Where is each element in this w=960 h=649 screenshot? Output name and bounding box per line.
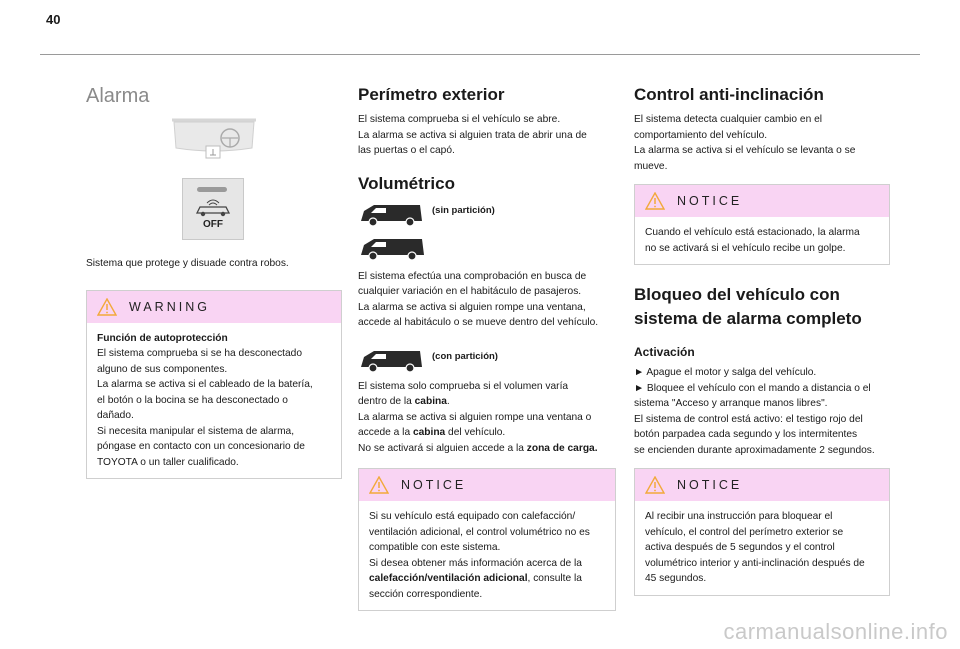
notice-triangle-icon	[645, 476, 665, 494]
warning-heading: Función de autoprotección	[97, 332, 228, 344]
heading-activacion: Activación	[634, 345, 695, 359]
van-long-icon	[358, 235, 426, 261]
warning-box	[86, 290, 342, 480]
header-rule	[40, 54, 920, 55]
notice-line: sección correspondiente.	[369, 588, 483, 600]
notice-triangle-icon	[645, 192, 665, 210]
notice-header	[635, 469, 889, 501]
van-icon	[358, 201, 426, 227]
notice-body	[635, 501, 889, 595]
activacion-line: ► Apague el motor y salga del vehículo.	[634, 367, 817, 378]
notice-line: vehículo, el control del perímetro exterior se	[645, 526, 844, 538]
alarm-off-button-illustration	[182, 178, 244, 240]
notice-triangle-icon	[369, 476, 389, 494]
warning-line: el botón o la bocina se ha desconectado o	[97, 394, 288, 406]
con-line: El sistema solo comprueba si el volumen varía	[358, 380, 569, 392]
anti-line: El sistema detecta cualquier cambio en el	[634, 114, 823, 125]
notice-label: NOTICE	[677, 478, 743, 492]
notice-line: volumétrico interior y anti-inclinación después de	[645, 557, 865, 569]
anti-line: comportamiento del vehículo.	[634, 129, 768, 141]
warning-line: La alarma se activa si el cableado de la batería,	[97, 379, 313, 390]
page-number: 40	[46, 12, 61, 27]
perimetro-line: las puertas o el capó.	[358, 145, 455, 156]
warning-triangle-icon	[97, 298, 117, 316]
warning-line: dañado.	[97, 410, 134, 421]
volumetrico-line: accede al habitáculo o se mueve dentro del vehículo.	[358, 317, 599, 328]
notice-body	[359, 501, 615, 610]
activacion-line: sistema "Acceso y arranque manos libres".	[634, 398, 828, 409]
perimetro-line: La alarma se activa si alguien trata de abrir una de	[358, 129, 587, 141]
heading-bloqueo: Bloqueo del vehículo con sistema de alarma completo	[634, 285, 862, 328]
volumetrico-line: La alarma se activa si alguien rompe una ventana,	[358, 301, 586, 313]
label-sin-particion: (sin partición)	[432, 204, 495, 216]
warning-line: alguno de sus componentes.	[97, 363, 228, 375]
notice-box-golpe	[634, 184, 890, 265]
warning-line: Si necesita manipular el sistema de alarma,	[97, 425, 295, 437]
van-partition-icon	[358, 347, 426, 373]
volumetrico-line: El sistema efectúa una comprobación en busca de	[358, 270, 587, 282]
notice-box-calefaccion	[358, 468, 616, 611]
notice-line: ventilación adicional, el control volumétrico no es	[369, 526, 590, 538]
heading-volumetrico: Volumétrico	[358, 173, 455, 193]
notice-label: NOTICE	[677, 194, 743, 208]
notice-line: Al recibir una instrucción para bloquear el	[645, 511, 833, 522]
activacion-line: ► Bloquee el vehículo con el mando a distancia o el	[634, 382, 871, 394]
notice-box-bloqueo	[634, 468, 890, 596]
warning-line: TOYOTA o un taller cualificado.	[97, 456, 239, 468]
notice-line: calefacción/ventilación adicional, consulte la	[369, 573, 582, 584]
warning-line: El sistema comprueba si se ha desconectado	[97, 348, 302, 359]
warning-header	[87, 291, 341, 323]
con-line: La alarma se activa si alguien rompe una ventana o	[358, 411, 592, 423]
notice-line: activa después de 5 segundos y el control	[645, 542, 835, 553]
notice-line: 45 segundos.	[645, 573, 707, 584]
notice-header	[635, 185, 889, 217]
warning-label: WARNING	[129, 299, 210, 314]
column-perimetro	[358, 80, 616, 611]
activacion-line: se encienden durante aproximadamente 2 segundos.	[634, 444, 875, 456]
off-label: OFF	[203, 219, 223, 230]
warning-line: póngase en contacto con un concesionario de	[97, 441, 305, 452]
notice-line: Si desea obtener más información acerca de la	[369, 557, 582, 569]
activacion-line: botón parpadea cada segundo y los intermitentes	[634, 429, 858, 440]
notice-line: Cuando el vehículo está estacionado, la alarma	[645, 227, 860, 238]
anti-line: La alarma se activa si el vehículo se levanta o se	[634, 145, 856, 156]
ceiling-console-illustration	[86, 116, 342, 164]
con-line: dentro de la cabina.	[358, 396, 450, 407]
notice-body	[635, 217, 889, 264]
notice-header	[359, 469, 615, 501]
label-con-particion: (con partición)	[432, 350, 498, 362]
con-line: accede a la cabina del vehículo.	[358, 427, 506, 438]
car-alarm-icon	[193, 199, 233, 217]
volumetrico-line: cualquier variación en el habitáculo de pasajeros.	[358, 286, 582, 297]
notice-label: NOTICE	[401, 478, 467, 492]
anti-line: mueve.	[634, 160, 668, 172]
column-antiinclinacion	[634, 80, 892, 596]
warning-body	[87, 323, 341, 479]
activacion-line: El sistema de control está activo: el testigo rojo del	[634, 413, 863, 425]
heading-antiinclinacion: Control anti-inclinación	[634, 85, 824, 104]
section-title-alarma: Alarma	[86, 85, 150, 107]
heading-perimetro: Perímetro exterior	[358, 85, 505, 104]
notice-line: compatible con este sistema.	[369, 542, 501, 553]
notice-line: no se activará si el vehículo recibe un golpe.	[645, 242, 846, 254]
notice-line: Si su vehículo está equipado con calefacción/	[369, 511, 576, 522]
con-line: No se activará si alguien accede a la zona de carga.	[358, 442, 598, 454]
watermark: carmanualsonline.info	[723, 619, 948, 644]
perimetro-line: El sistema comprueba si el vehículo se abre.	[358, 114, 561, 125]
alarma-caption: Sistema que protege y disuade contra robos.	[86, 258, 289, 269]
column-alarma	[86, 80, 342, 479]
